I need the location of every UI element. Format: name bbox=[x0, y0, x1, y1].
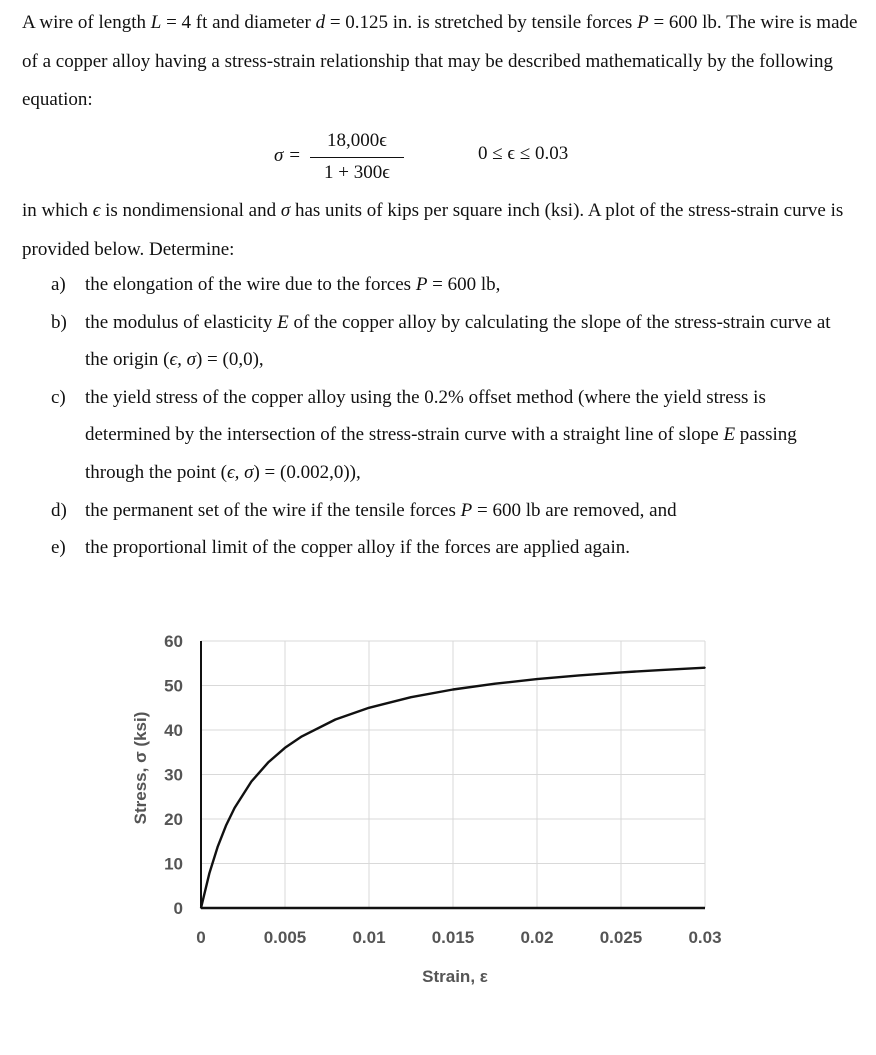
curve-data-point bbox=[335, 719, 337, 721]
curve-data-point bbox=[578, 675, 580, 677]
curve-data-point bbox=[704, 667, 706, 669]
item-label: d) bbox=[51, 499, 67, 521]
chart-gridlines bbox=[201, 641, 705, 908]
curve-data-point bbox=[251, 781, 253, 783]
item-text: the permanent set of the wire if the tensile forces bbox=[85, 499, 461, 521]
curve-data-point bbox=[368, 707, 370, 709]
item-text: the elongation of the wire due to the forces bbox=[85, 274, 416, 295]
x-tick-label: 0.03 bbox=[688, 928, 722, 947]
y-tick-label: 60 bbox=[164, 632, 183, 651]
item-text: the yield stress of the copper alloy using the 0.2% offset method (where the yield stress is determined by the intersection of the stress-strain curve with a straight line of slope bbox=[85, 386, 766, 446]
curve-data-point bbox=[662, 669, 664, 671]
intro-text-4: = 600 lb. The wire is made of a copper alloy having a stress-strain relationship that may be described mathematically by the following equation: bbox=[22, 12, 858, 110]
after-text-2: is nondimensional and bbox=[100, 200, 281, 221]
curve-data-point bbox=[452, 689, 454, 691]
var-eps: ϵ bbox=[92, 200, 101, 221]
curve-data-point bbox=[284, 747, 286, 749]
intro-text-3: = 0.125 in. is stretched by tensile forces bbox=[325, 12, 638, 33]
stress-strain-equation bbox=[0, 128, 876, 186]
curve-data-point bbox=[536, 678, 538, 680]
y-tick-labels bbox=[164, 632, 183, 918]
item-var: P bbox=[460, 499, 473, 521]
x-tick-labels bbox=[196, 928, 721, 947]
y-tick-label: 30 bbox=[164, 765, 183, 785]
item-label: b) bbox=[51, 311, 67, 333]
curve-data-point bbox=[410, 696, 412, 698]
question-item bbox=[0, 304, 845, 379]
x-tick-label: 0 bbox=[196, 928, 206, 947]
problem-intro bbox=[22, 4, 862, 120]
item-text: ) = (0,0), bbox=[195, 349, 264, 371]
item-var: P bbox=[415, 274, 428, 295]
item-var: E bbox=[723, 424, 736, 446]
item-label: c) bbox=[51, 386, 66, 408]
x-tick-label: 0.005 bbox=[263, 928, 307, 947]
x-tick-label: 0.02 bbox=[520, 928, 554, 947]
item-text: of the copper alloy by calculating the slope of the stress-strain curve at the origin ( bbox=[85, 311, 831, 371]
after-text-3: has units of kips per square inch (ksi). A plot of the stress-strain curve is provided below. Determine: bbox=[22, 200, 844, 260]
var-d: d bbox=[315, 12, 326, 33]
curve-data-point bbox=[209, 872, 211, 874]
item-label: a) bbox=[51, 274, 66, 295]
item-text: the modulus of elasticity bbox=[85, 311, 278, 333]
curve-data-point bbox=[494, 683, 496, 685]
item-label: e) bbox=[51, 537, 66, 559]
y-tick-label: 50 bbox=[164, 676, 183, 696]
fraction-bar bbox=[310, 157, 404, 158]
question-item bbox=[0, 266, 845, 304]
x-axis-label: Strain, ε bbox=[422, 967, 488, 986]
curve-data-point bbox=[225, 824, 227, 826]
curve-data-point bbox=[217, 846, 219, 848]
curve-data-point bbox=[267, 762, 269, 764]
equation-denominator: 1 + 300ϵ bbox=[324, 162, 390, 183]
item-var: E bbox=[277, 311, 289, 333]
item-var: ϵ, σ bbox=[169, 349, 196, 371]
var-P: P bbox=[637, 12, 649, 33]
question-list bbox=[0, 266, 845, 567]
y-axis-label: Stress, σ (ksi) bbox=[131, 711, 150, 825]
y-tick-label: 20 bbox=[164, 810, 183, 829]
equation-lhs: σ = bbox=[274, 145, 301, 166]
curve-data-point bbox=[301, 736, 303, 738]
intro-text-1: A wire of length bbox=[22, 12, 151, 33]
item-text: the proportional limit of the copper alloy if the forces are applied again. bbox=[85, 537, 630, 559]
question-item bbox=[0, 379, 845, 492]
y-tick-label: 40 bbox=[164, 721, 183, 740]
curve-data-point bbox=[234, 807, 236, 809]
stress-strain-chart bbox=[0, 600, 876, 1010]
item-text: ) = (0.002,0)), bbox=[253, 461, 361, 483]
question-item bbox=[0, 529, 845, 567]
y-tick-label: 0 bbox=[173, 899, 183, 918]
equation-fraction bbox=[310, 128, 404, 186]
y-tick-label: 10 bbox=[164, 854, 183, 874]
question-item bbox=[0, 492, 845, 530]
x-tick-label: 0.015 bbox=[431, 928, 475, 947]
var-sigma: σ bbox=[280, 200, 291, 221]
equation-range: 0 ≤ ϵ ≤ 0.03 bbox=[478, 143, 569, 164]
curve-data-point bbox=[620, 672, 622, 674]
equation-numerator: 18,000ϵ bbox=[327, 130, 387, 151]
var-L: L bbox=[150, 12, 162, 33]
item-var: ϵ, σ bbox=[226, 461, 254, 483]
item-text: = 600 lb, bbox=[427, 274, 501, 295]
item-text: passing through the point ( bbox=[85, 424, 797, 483]
item-text: = 600 lb are removed, and bbox=[472, 499, 677, 521]
intro-text-2: = 4 ft and diameter bbox=[161, 12, 316, 33]
x-tick-label: 0.025 bbox=[599, 928, 643, 947]
problem-after-text bbox=[22, 192, 862, 269]
curve-data-point bbox=[200, 907, 202, 909]
after-text-1: in which bbox=[22, 200, 93, 221]
x-tick-label: 0.01 bbox=[352, 928, 386, 947]
